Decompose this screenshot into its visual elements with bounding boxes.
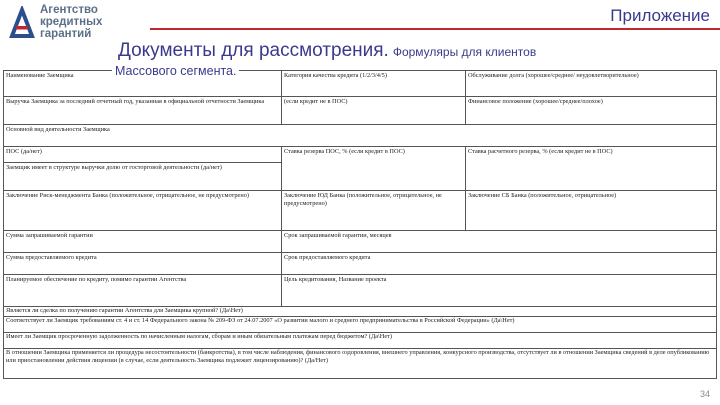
table-row: [4, 231, 717, 253]
field-calc-reserve-rate[interactable]: Ставка расчетного резерва, % (если кредит не в ПОС): [466, 147, 717, 191]
logo-line: Агентство: [40, 4, 98, 16]
title-subtitle: Формуляры для клиентов: [392, 45, 537, 59]
table-row: [4, 147, 717, 191]
field-loan-amount[interactable]: Сумма предоставляемого кредита: [4, 253, 282, 275]
field-sme-compliance[interactable]: Соответствует ли Заемщик требованиям ст. 4 и ст. 14 Федерального закона № 209-ФЗ от 24.07.2007 «О развитии малого и среднего предпринимательства в Российской Федерации» (Да\Нет): [4, 317, 717, 333]
logo-text: [40, 4, 102, 40]
field-pos-reserve-rate[interactable]: Ставка резерва ПОС, % (если кредит в ПОС): [282, 147, 466, 191]
field-guarantee-term[interactable]: Срок запрашиваемой гарантии, месяцев: [282, 231, 717, 253]
field-guarantee-amount[interactable]: Сумма запрашиваемой гарантии: [4, 231, 282, 253]
agency-logo: [8, 4, 108, 46]
field-bankruptcy[interactable]: В отношении Заемщика применяется ли процедура несостоятельности (банкротства), в том числе наблюдения, финансового оздоровления, внешнего управления, конкурсного производства, отсутствует ли в отношении Заемщика сведений в деле опубликованию или приостановлении действия лицензии (в случае, если деятельность Заемщика подлежит лицензированию)? (Да/Нет): [4, 349, 717, 379]
appendix-label: Приложение: [610, 6, 710, 25]
table-row: [4, 191, 717, 231]
field-main-activity[interactable]: Основной вид деятельности Заемщика: [4, 125, 717, 147]
field-tax-arrears[interactable]: Имеет ли Заемщик просроченную задолженность по начисленным налогам, сборам и иным обязательным платежам перед бюджетом? (Да\Нет): [4, 333, 717, 349]
field-loan-purpose[interactable]: Цель кредитования, Название проекта: [282, 275, 717, 307]
field-major-deal[interactable]: Является ли сделка по получению гарантии Агентства для Заемщика крупной? (Да\Нет): [4, 307, 717, 317]
table-row: [4, 253, 717, 275]
table-row: [4, 349, 717, 379]
field-revenue[interactable]: Выручка Заемщика за последний отчетный год, указанная в официальной отчетности Заемщика: [4, 97, 282, 125]
field-legal-conclusion[interactable]: Заключение ЮД Банка (положительное, отрицательное, не предусмотрено): [282, 191, 466, 231]
field-pos-group: [4, 147, 282, 191]
field-security-conclusion[interactable]: Заключение СБ Банка (положительное, отрицательное): [466, 191, 717, 231]
table-row: [4, 333, 717, 349]
slide-title: [118, 40, 536, 62]
table-row: [4, 317, 717, 333]
table-row: [4, 71, 717, 97]
table-row: [4, 97, 717, 125]
table-row: [4, 125, 717, 147]
title-line2: Массового сегмента.: [112, 64, 239, 78]
field-borrower-name[interactable]: Наименование Заемщика: [4, 71, 282, 97]
field-pos[interactable]: ПОС (да/нет): [4, 147, 281, 163]
logo-line: кредитных: [40, 16, 103, 28]
title-main: Документы для рассмотрения.: [118, 40, 389, 61]
field-pos-note[interactable]: (если кредит не в ПОС): [282, 97, 466, 125]
field-risk-conclusion[interactable]: Заключение Риск-менеджмента Банка (положительное, отрицательное, не предусмотрено): [4, 191, 282, 231]
logo-line: гарантий: [40, 28, 92, 40]
page-number: 34: [699, 389, 710, 399]
field-financial-position[interactable]: Финансовое положение (хорошее/среднее/плохое): [466, 97, 717, 125]
field-credit-quality[interactable]: Категория качества кредита (1/2/3/4/5): [282, 71, 466, 97]
logo-mark-icon: [8, 6, 36, 40]
client-form-table: [3, 70, 717, 379]
field-loan-term[interactable]: Срок предоставляемого кредита: [282, 253, 717, 275]
field-collateral[interactable]: Планируемое обеспечение по кредиту, помимо гарантии Агентства: [4, 275, 282, 307]
header-divider: [150, 28, 720, 30]
field-state-revenue-share[interactable]: Заемщик имеет в структуре выручки долю от госторговой деятельности (да/нет): [6, 164, 222, 171]
field-debt-service[interactable]: Обслуживание долга (хорошее/среднее/ неудовлетворительное): [466, 71, 717, 97]
table-row: [4, 275, 717, 307]
table-row: [4, 307, 717, 317]
